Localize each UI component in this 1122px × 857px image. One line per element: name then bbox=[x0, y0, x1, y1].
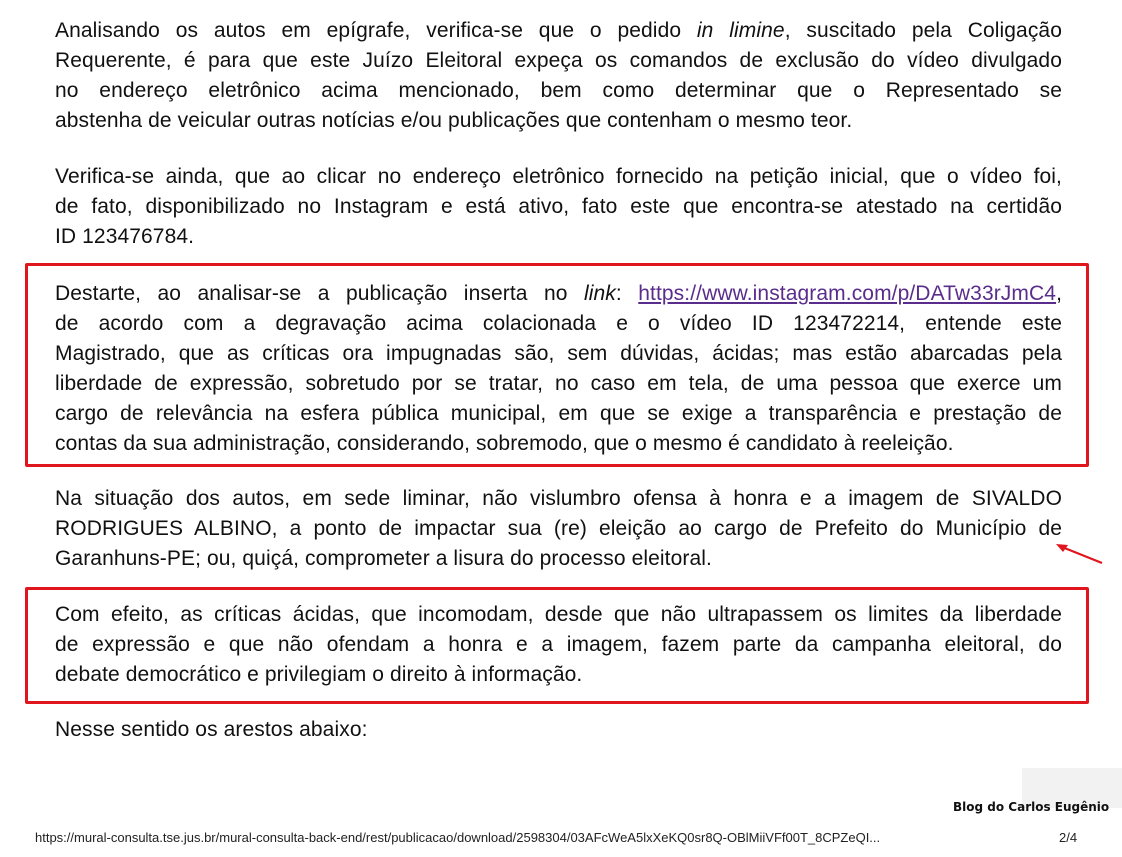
paragraph-4-line-1: Na situação dos autos, em sede liminar, não vislumbro ofensa à honra e a imagem de SIVALDO bbox=[55, 487, 1062, 510]
red-arrow-icon bbox=[1050, 538, 1110, 570]
paragraph-3 bbox=[55, 279, 1062, 459]
footer-url: https://mural-consulta.tse.jus.br/mural-consulta-back-end/rest/publicacao/download/2598304/03AFcWeA5lxXeKQ0sr8Q-OBlMiiVFf00T_8CPZeQI... bbox=[35, 830, 881, 845]
paragraph-4 bbox=[55, 484, 1062, 574]
instagram-link[interactable]: https://www.instagram.com/p/DATw33rJmC4 bbox=[638, 282, 1057, 305]
paragraph-5-line-1: Com efeito, as críticas ácidas, que incomodam, desde que não ultrapassem os limites da liberdade bbox=[55, 603, 1062, 626]
blog-credit: Blog do Carlos Eugênio bbox=[953, 800, 1110, 814]
paragraph-1 bbox=[55, 16, 1062, 136]
paragraph-3-line-6: contas da sua administração, considerando, sobremodo, que o mesmo é candidato à reeleição. bbox=[55, 432, 954, 455]
paragraph-5-line-3: debate democrático e privilegiam o direito à informação. bbox=[55, 663, 583, 686]
paragraph-3-line-5: cargo de relevância na esfera pública municipal, em que se exige a transparência e prestação de bbox=[55, 402, 1062, 425]
paragraph-1-line-2: Requerente, é para que este Juízo Eleitoral expeça os comandos de exclusão do vídeo divulgado bbox=[55, 49, 1062, 72]
paragraph-3-line-3: Magistrado, que as críticas ora impugnadas são, sem dúvidas, ácidas; mas estão abarcadas pela bbox=[55, 342, 1062, 365]
paragraph-2 bbox=[55, 162, 1062, 252]
paragraph-1-line-1: Analisando os autos em epígrafe, verifica-se que o pedido in limine, suscitado pela Coligação bbox=[55, 19, 1062, 42]
paragraph-1-line-4: abstenha de veicular outras notícias e/ou publicações que contenham o mesmo teor. bbox=[55, 109, 853, 132]
paragraph-3-line-1: Destarte, ao analisar-se a publicação inserta no link: https://www.instagram.com/p/DATw33rJmC4, bbox=[55, 282, 1062, 305]
paragraph-5-line-2: de expressão e que não ofendam a honra e a imagem, fazem parte da campanha eleitoral, do bbox=[55, 633, 1062, 656]
paragraph-6 bbox=[55, 715, 1062, 745]
paragraph-2-line-3: ID 123476784. bbox=[55, 225, 195, 248]
page-number: 2/4 bbox=[1059, 830, 1078, 845]
latin-term-in-limine: in limine bbox=[696, 19, 785, 42]
paragraph-4-line-3: Garanhuns-PE; ou, quiçá, comprometer a lisura do processo eleitoral. bbox=[55, 547, 712, 570]
paragraph-3-line-2: de acordo com a degravação acima colacionada e o vídeo ID 123472214, entende este bbox=[55, 312, 1062, 335]
paragraph-3-line-4: liberdade de expressão, sobretudo por se tratar, no caso em tela, de uma pessoa que exerce um bbox=[55, 372, 1062, 395]
term-link: link bbox=[583, 282, 616, 305]
paragraph-2-line-1: Verifica-se ainda, que ao clicar no endereço eletrônico fornecido na petição inicial, que o vídeo foi, bbox=[55, 165, 1062, 188]
paragraph-5 bbox=[55, 600, 1062, 690]
paragraph-1-line-3: no endereço eletrônico acima mencionado, bem como determinar que o Representado se bbox=[55, 79, 1062, 102]
paragraph-2-line-2: de fato, disponibilizado no Instagram e está ativo, fato este que encontra-se atestado na certidão bbox=[55, 195, 1062, 218]
paragraph-4-line-2: RODRIGUES ALBINO, a ponto de impactar sua (re) eleição ao cargo de Prefeito do Município de bbox=[55, 517, 1062, 540]
paragraph-6-line-1: Nesse sentido os arestos abaixo: bbox=[55, 718, 368, 741]
